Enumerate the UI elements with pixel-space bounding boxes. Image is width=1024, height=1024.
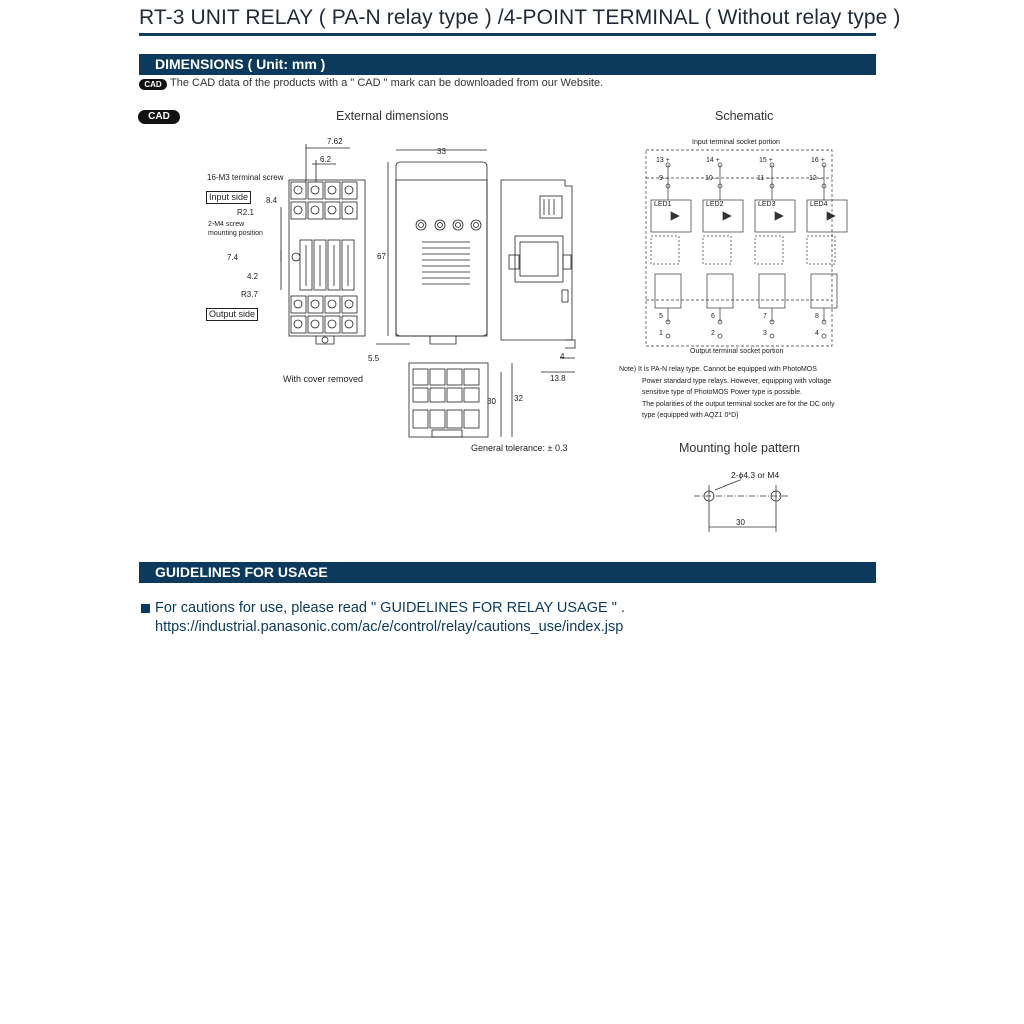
output-4-label: 4 [815,330,819,337]
output-terminals [291,296,357,333]
note-line: sensitive type of PhotoMOS Power type is possible. [642,389,802,396]
external-dimensions-label: External dimensions [336,109,449,123]
terminal-14-label: 14 + [706,157,720,164]
output-8-label: 8 [815,313,819,320]
output-6-label: 6 [711,313,715,320]
dim-32: 32 [514,394,523,403]
note-line: Note) It is PA-N relay type. Cannot be equipped with PhotoMOS [619,366,817,373]
terminal-screw-label: 16-M3 terminal screw [207,173,284,182]
output-3-label: 3 [763,330,767,337]
mounting-holes-spec: 2-ϕ4.3 or M4 [731,470,780,480]
schematic-note [619,364,835,422]
dim-4-2: 4.2 [247,272,259,281]
terminal-15-label: 15 + [759,157,773,164]
page-title: RT-3 UNIT RELAY ( PA-N relay type ) /4-POINT TERMINAL ( Without relay type ) [139,6,901,29]
with-cover-removed-label: With cover removed [283,374,364,384]
input-terminals [291,182,357,219]
note-line: Power standard type relays. However, equipping with voltage [642,377,832,385]
input-side-label: Input side [206,191,251,204]
dim-4: 4 [560,352,565,361]
input-terminal-portion-label: Input terminal socket portion [692,139,780,146]
mounting-hole-pattern-label: Mounting hole pattern [679,441,800,455]
guidelines-heading: GUIDELINES FOR USAGE [139,562,876,583]
r3-7-label: R3.7 [241,290,258,299]
relay-slots [300,240,354,290]
guidelines-text: For cautions for use, please read " GUIDELINES FOR RELAY USAGE " . [155,600,625,616]
output-side-label: Output side [206,308,258,321]
dim-33: 33 [437,147,446,156]
output-1-label: 1 [659,330,663,337]
cad-note: The CAD data of the products with a " CAD " mark can be downloaded from our Website. [170,77,604,89]
guidelines-url-link[interactable]: https://industrial.panasonic.com/ac/e/control/relay/cautions_use/index.jsp [155,619,624,635]
dim-8-4: 8.4 [266,196,278,205]
note-line: The polarities of the output terminal socket are for the DC only [642,400,835,408]
output-5-label: 5 [659,313,663,320]
dim-6-2: 6.2 [320,155,332,164]
output-terminal-portion-label: Output terminal socket portion [690,348,784,355]
dimensions-heading: DIMENSIONS ( Unit: mm ) [139,54,876,75]
dim-7-62: 7.62 [327,137,343,146]
side-view-drawing [501,180,575,372]
top-view-drawing [281,144,365,344]
mounting-position-label: mounting position [208,230,263,237]
led2-label: LED2 [706,201,724,208]
m4-screw-label: 2-M4 screw [208,221,245,228]
cad-badge-large[interactable]: CAD [138,110,180,124]
r2-1-label: R2.1 [237,208,254,217]
note-line: type (equipped with AQZ1 0*D) [642,412,739,419]
led1-label: LED1 [654,201,672,208]
dim-7-4: 7.4 [227,253,239,262]
terminal-11-label: 11 – [757,175,771,182]
schematic-label: Schematic [715,109,774,123]
cad-badge-small: CAD [139,79,167,90]
terminal-12-label: 12 – [809,175,823,182]
dim-13-8: 13.8 [550,374,566,383]
dim-67: 67 [377,252,386,261]
general-tolerance-label: General tolerance: ± 0.3 [471,443,568,453]
dim-30: 30 [487,397,496,406]
terminal-16-label: 16 + [811,157,825,164]
front-view-drawing [376,150,487,344]
mounting-hole [292,253,300,261]
terminal-9-label: 9 – [659,175,669,182]
terminal-13-label: 13 + [656,157,670,164]
guideline-bullet-icon [141,604,150,613]
mounting-spacing-label: 30 [736,518,745,527]
led4-label: LED4 [810,201,828,208]
terminal-10-label: 10 – [705,175,719,182]
dim-5-5: 5.5 [368,354,380,363]
output-7-label: 7 [763,313,767,320]
bottom-view-drawing [409,363,512,437]
led3-label: LED3 [758,201,776,208]
output-2-label: 2 [711,330,715,337]
